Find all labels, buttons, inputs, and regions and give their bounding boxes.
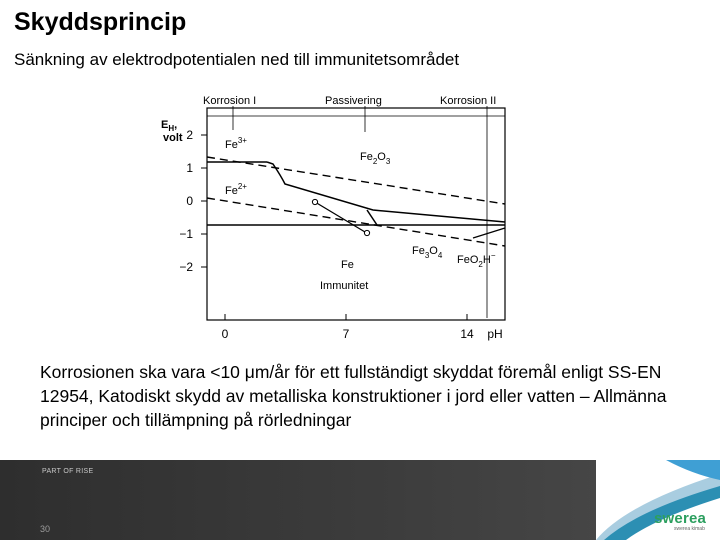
label-fe: Fe (341, 259, 354, 271)
y-axis-label: $E_H$, (161, 119, 178, 133)
swerea-logo (596, 460, 720, 540)
region-label-korrosion-2: Korrosion II (440, 95, 497, 107)
slide-subtitle: Sänkning av elektrodpotentialen ned till immunitetsområdet (14, 50, 460, 69)
y-tick-label: 1 (186, 161, 193, 175)
boundary-fe3o4 (367, 210, 377, 225)
logo-tagline: swerea kimab (674, 526, 705, 532)
x-tick-label: 14 (460, 327, 474, 341)
pourbaix-diagram (155, 86, 523, 348)
label-fe2o3: $Fe_2O_3$ (360, 151, 391, 166)
region-label-passivering: Passivering (325, 95, 382, 107)
label-fe3plus: $Fe^{3+}$ (225, 136, 247, 151)
y-tick-label: 0 (186, 194, 193, 208)
protection-note: Korrosionen ska vara <10 μm/år för ett fullständigt skyddat föremål enligt SS-EN 12954, Katodiskt skydd av metalliska konstruktioner i jord eller vatten – Allmänna principer och tillämpning på rörledningar (40, 362, 667, 430)
footer-tagline: PART OF RISE (42, 468, 94, 475)
label-fe3o4: $Fe_3O_4$ (412, 245, 443, 260)
x-axis-label: pH (487, 327, 503, 341)
logo-wordmark: swerea (654, 510, 707, 527)
label-immunitet: Immunitet (320, 280, 369, 292)
boundary-feo2h (473, 228, 505, 238)
y-axis-unit: volt (163, 132, 183, 144)
start-point (312, 199, 317, 204)
region-label-korrosion-1: Korrosion I (203, 95, 257, 107)
end-point (364, 230, 369, 235)
y-tick-label: 2 (186, 128, 193, 142)
page-number: 30 (40, 524, 51, 534)
label-fe2plus: $Fe^{2+}$ (225, 182, 247, 197)
y-tick-label: −2 (179, 260, 193, 274)
footer-bar (0, 460, 720, 540)
y-tick-label: −1 (179, 227, 193, 241)
y-ticks (201, 135, 207, 267)
x-tick-label: 7 (342, 327, 350, 341)
x-tick-label: 0 (221, 327, 229, 341)
oxygen-line (207, 157, 505, 204)
slide-title: Skyddsprincip (14, 8, 187, 36)
label-feo2h: FeO$_2$H− (457, 251, 496, 269)
